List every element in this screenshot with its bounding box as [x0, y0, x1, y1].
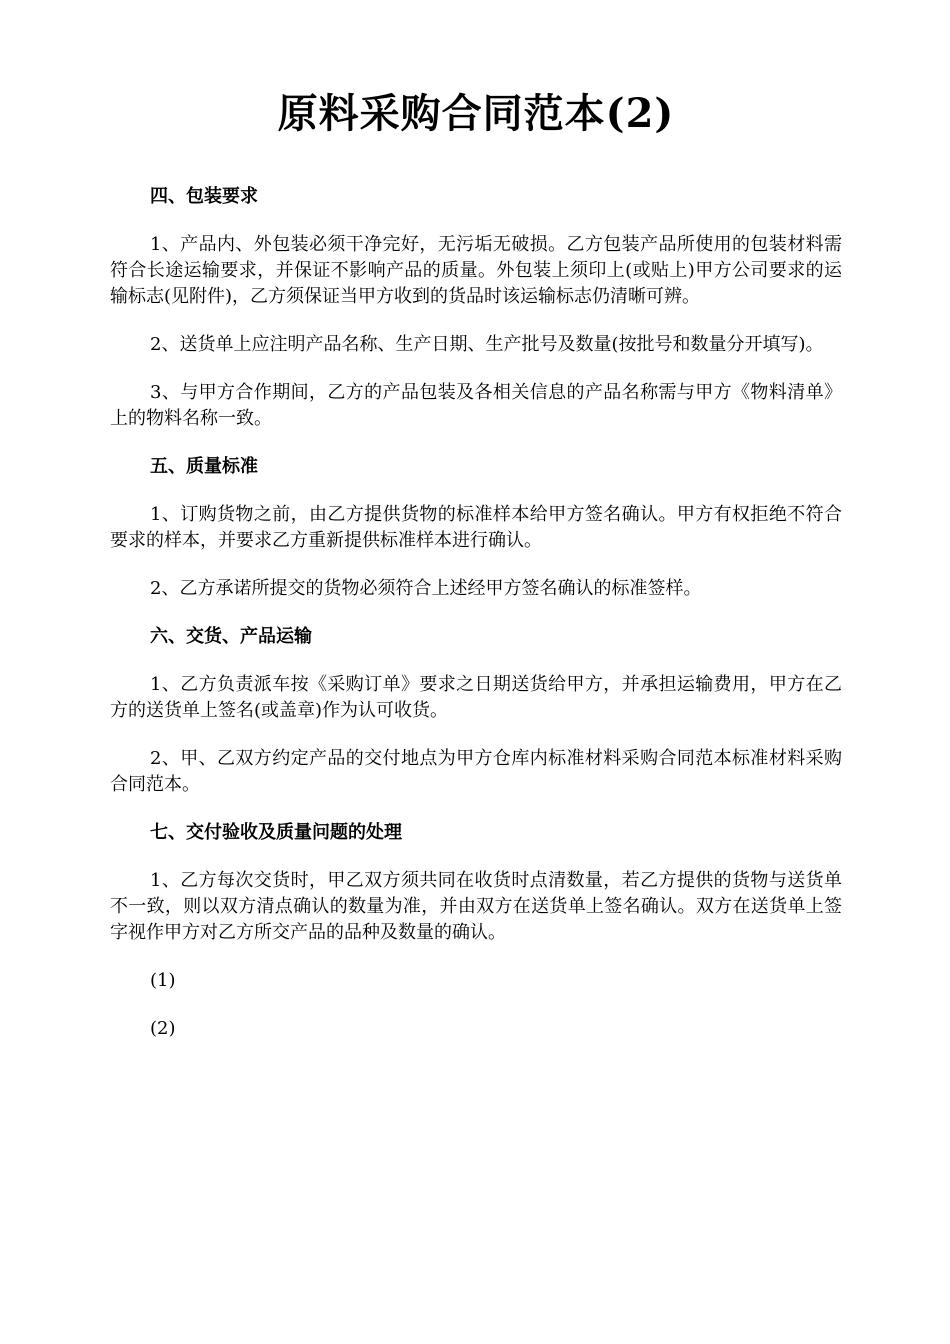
paragraph: 1、乙方负责派车按《采购订单》要求之日期送货给甲方，并承担运输费用，甲方在乙方的送货单上签名(或盖章)作为认可收货。	[110, 674, 842, 721]
section-heading: 五、质量标准	[150, 456, 258, 477]
paragraph: 1、乙方每次交货时，甲乙双方须共同在收货时点清数量，若乙方提供的货物与送货单不一致，则以双方清点确认的数量为准，并由双方在送货单上签名确认。双方在送货单上签字视作甲方对乙方所交产品的品种及数量的确认。	[110, 870, 842, 943]
paragraph: 2、甲、乙双方约定产品的交付地点为甲方仓库内标准材料采购合同范本标准材料采购合同范本。	[110, 748, 842, 795]
section-packaging	[110, 184, 842, 432]
paragraph: 1、产品内、外包装必须干净完好，无污垢无破损。乙方包装产品所使用的包装材料需符合长途运输要求，并保证不影响产品的质量。外包装上须印上(或贴上)甲方公司要求的运输标志(见附件)，乙方须保证当甲方收到的货品时该运输标志仍清晰可辨。	[110, 234, 842, 307]
section-heading: 七、交付验收及质量问题的处理	[150, 822, 402, 843]
document-title: 原料采购合同范本(2)	[277, 90, 675, 137]
section-quality-standard	[110, 454, 842, 602]
section-delivery-transport	[110, 624, 842, 798]
paragraph: 3、与甲方合作期间，乙方的产品包装及各相关信息的产品名称需与甲方《物料清单》上的物料名称一致。	[110, 382, 842, 429]
paragraph: 2、送货单上应注明产品名称、生产日期、生产批号及数量(按批号和数量分开填写)。	[150, 334, 824, 355]
document-page	[110, 84, 842, 1064]
paragraph: 2、乙方承诺所提交的货物必须符合上述经甲方签名确认的标准签样。	[150, 578, 702, 599]
list-item-marker: (1)	[150, 970, 176, 991]
section-heading: 四、包装要求	[150, 186, 258, 207]
section-acceptance-handling	[110, 820, 842, 1042]
section-heading: 六、交货、产品运输	[150, 626, 312, 647]
paragraph: 1、订购货物之前，由乙方提供货物的标准样本给甲方签名确认。甲方有权拒绝不符合要求的样本，并要求乙方重新提供标准样本进行确认。	[110, 504, 842, 551]
list-item-marker: (2)	[150, 1018, 176, 1039]
